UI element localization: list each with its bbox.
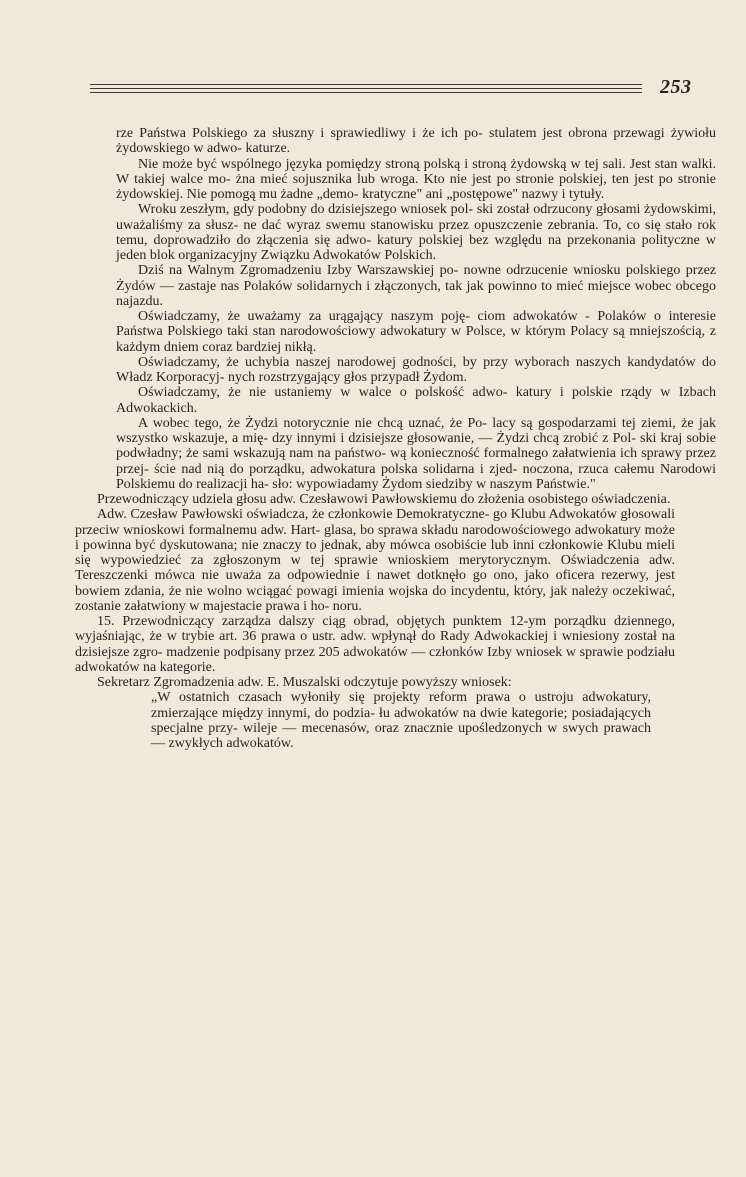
paragraph: Oświadczamy, że nie ustaniemy w walce o polskość adwo- katury i polskie rządy w Izbach Adwokackich. — [116, 385, 716, 416]
header-rule — [90, 92, 642, 93]
paragraph: rze Państwa Polskiego za słuszny i sprawiedliwy i że ich po- stulatem jest obrona przewagi żywiołu żydowskiego w adwo- katurze. — [116, 126, 716, 157]
paragraph: Wroku zeszłym, gdy podobny do dzisiejszego wniosek pol- ski został odrzucony głosami żydowskimi, uważaliśmy za słusz- ne dać wyraz swemu stanowisku przez opuszczenie zebrania. To, co się stało rok temu, doprowadziło do złączenia się adwo- katury polskiej bez względu na przekonania polityczne w jeden blok organizacyjny Związku Adwokatów Polskich. — [116, 202, 716, 263]
header-rule — [90, 88, 642, 89]
page-text — [75, 126, 716, 751]
minutes-section — [75, 492, 675, 751]
paragraph: Oświadczamy, że uchybia naszej narodowej godności, by przy wyborach naszych kandydatów do Władz Korporacyj- nych rozstrzygający głos przypadł Żydom. — [116, 354, 716, 385]
quoted-motion: „W ostatnich czasach wyłoniły się projekty reform prawa o ustroju adwokatury, zmierzające między innymi, do podzia- łu adwokatów na dwie kategorie; posiadających specjalne przy- wileje — mecenasów, oraz znacznie upośledzonych w swych prawach — zwykłych adwokatów. — [151, 690, 651, 751]
page-number: 253 — [660, 76, 692, 98]
page-header — [90, 78, 710, 102]
paragraph: Sekretarz Zgromadzenia adw. E. Muszalski odczytuje powyższy wniosek: — [97, 675, 512, 690]
paragraph: A wobec tego, że Żydzi notorycznie nie chcą uznać, że Po- lacy są gospodarzami tej ziemi, że jak wszystko wskazuje, a mię- dzy innymi i dzisiejsze głosowanie, — Żydzi chcą zrobić z Pol- ski kraj sobie podwładny; że sami wskazują nam na państwo- wą konieczność formalnego załatwienia ich sprawy przez przej- ście nad nią do porządku, adwokatura polska solidarna i zjed- noczona, rzuca całemu Narodowi Polskiemu do realizacji ha- sło: wypowiadamy Żydom siedziby w naszym Państwie." — [116, 415, 716, 492]
paragraph: 15. Przewodniczący zarządza dalszy ciąg obrad, objętych punktem 12-ym porządku dziennego, wyjaśniając, że w trybie art. 36 prawa o ustr. adw. wpłynął do Rady Adwokackiej i wniesiony został na dzisiejsze zgro- madzenie podpisany przez 205 adwokatów — członków Izby wniosek w sprawie podziału adwokatów na kategorie. — [75, 614, 675, 675]
paragraph: Adw. Czesław Pawłowski oświadcza, że członkowie Demokratyczne- go Klubu Adwokatów głosowali przeciw wnioskowi formalnemu adw. Hart- glasa, bo sprawa składu narodowościowego adwokatury może i powinna być dyskutowana; nie znaczy to jednak, aby mówca osobiście lub inni członkowie Klubu mieli się wypowiedzieć za zgłoszonym w tej sprawie wnioskiem merytorycznym. Oświadczenia adw. Tereszczenki mówca nie uważa za odpowiednie i nawet dotknęło go ono, jako oficera rezerwy, jest bowiem zdania, że nie wolno wciągać powagi imienia wojska do incydentu, który, jak należy oczekiwać, zostanie załatwiony w majestacie prawa i ho- noru. — [75, 507, 675, 614]
paragraph: Oświadczamy, że uważamy za urągający naszym poję- ciom adwokatów - Polaków o interesie Państwa Polskiego taki stan narodowościowy adwokatury w Polsce, w którym Polacy są mniejszością, z każdym dniem coraz bardziej nikłą. — [116, 309, 716, 355]
paragraph: Dziś na Walnym Zgromadzeniu Izby Warszawskiej po- nowne odrzucenie wniosku polskiego przez Żydów — zastaje nas Polaków solidarnych i złączonych, tak jak powinno to mieć miejsce wobec obcego najazdu. — [116, 263, 716, 309]
paragraph: Przewodniczący udziela głosu adw. Czesławowi Pawłowskiemu do złożenia osobistego oświadczenia. — [97, 492, 671, 507]
paragraph: Nie może być wspólnego języka pomiędzy stroną polską i stroną żydowską w tej sali. Jest stan walki. W takiej walce mo- żna mieć sojusznika lub wroga. Kto nie jest po stronie polskiej, ten jest po stronie żydowskiej. Nie pomogą mu żadne „demo- kratyczne" ani „postępowe" nazwy i tytuły. — [116, 156, 716, 202]
header-rule — [90, 84, 642, 85]
